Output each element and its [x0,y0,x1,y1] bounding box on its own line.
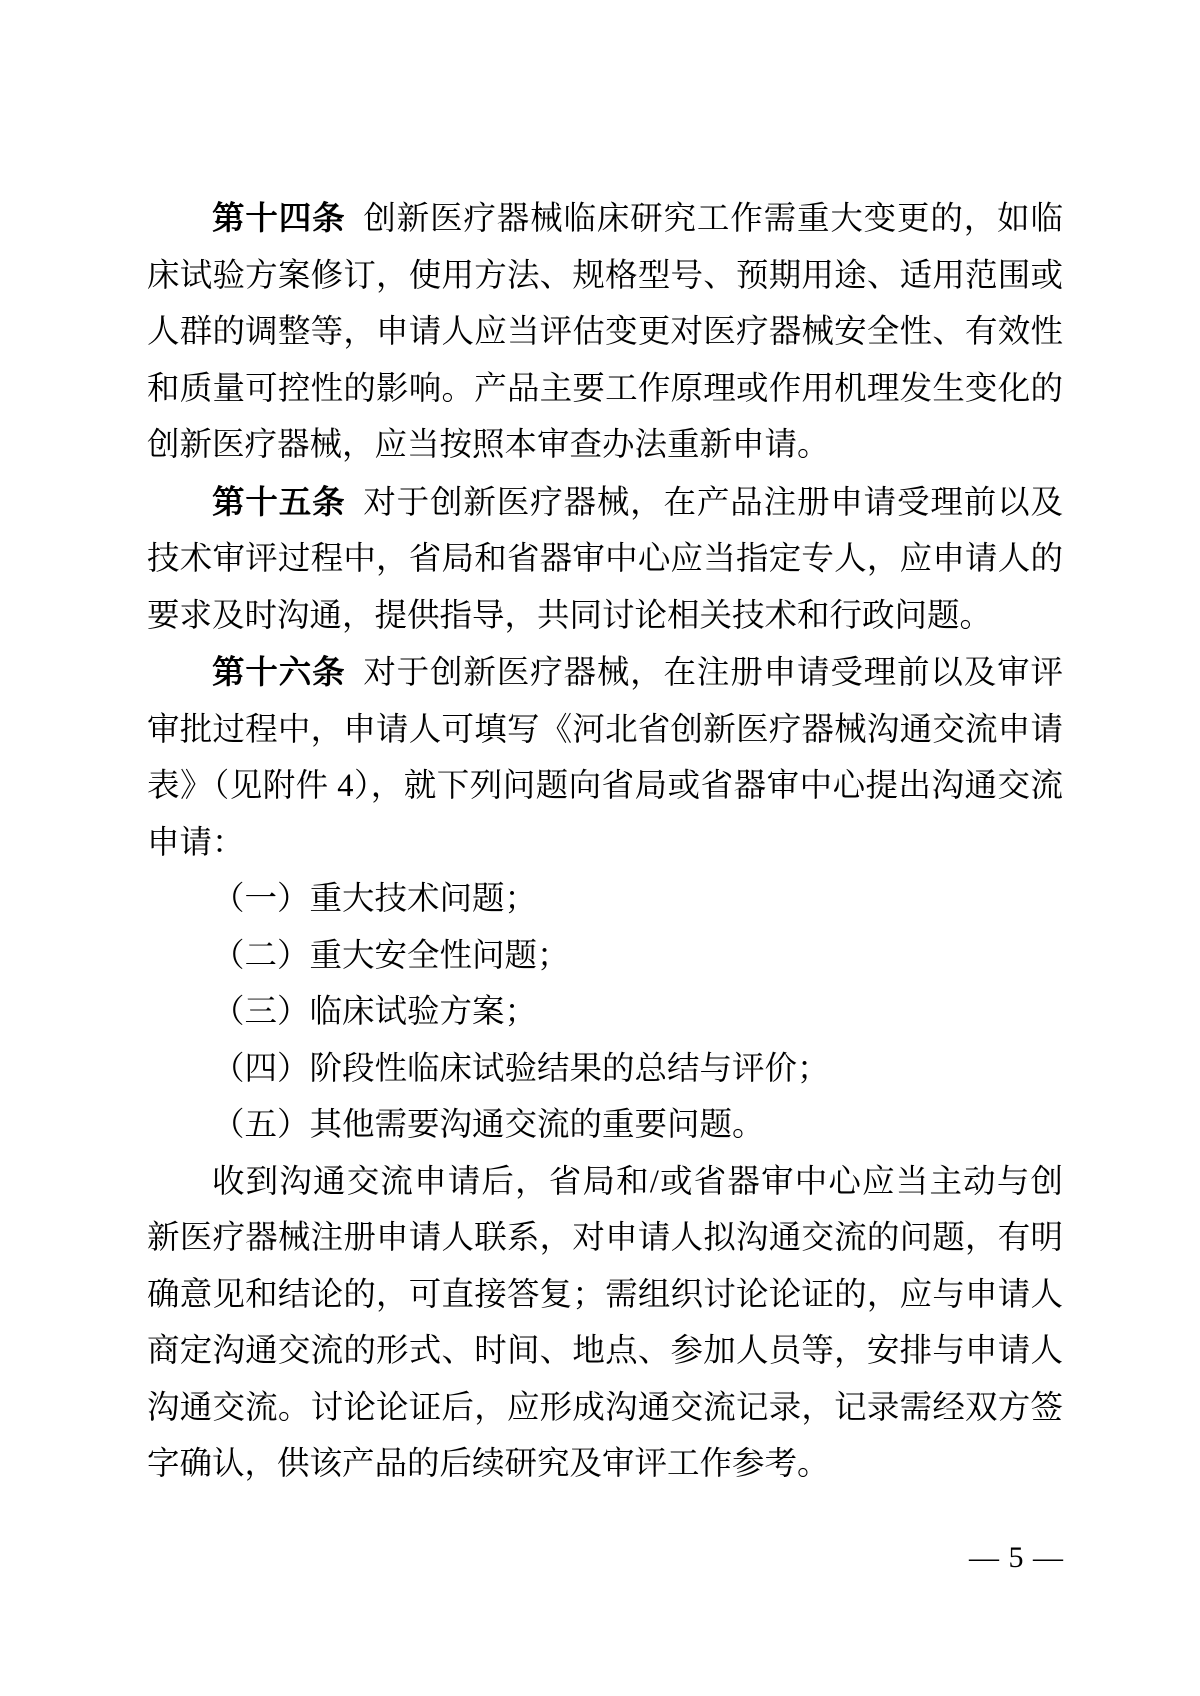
list-item-3-text: （三）临床试验方案； [212,994,538,1030]
list-item-3 [147,984,1063,1041]
article-16-number: 第十六条 [212,654,346,690]
list-item-5 [147,1097,1063,1154]
article-14-number: 第十四条 [212,200,346,236]
article-15-paragraph [147,474,1063,645]
list-item-1-text: （一）重大技术问题； [212,881,538,917]
list-item-1 [147,871,1063,928]
article-16-paragraph [147,644,1063,871]
list-item-4-text: （四）阶段性临床试验结果的总结与评价； [212,1050,830,1087]
list-item-4 [147,1041,1063,1098]
closing-paragraph-text: 收到沟通交流申请后，省局和/或省器审中心应当主动与创新医疗器械注册申请人联系，对申请人拟沟通交流的问题，有明确意见和结论的，可直接答复；需组织讨论论证的，应与申请人商定沟通交流的形式、时间、地点、参加人员等，安排与申请人沟通交流。讨论论证后，应形成沟通交流记录，记录需经双方签字确认，供该产品的后续研究及审评工作参考。 [147,1163,1063,1482]
page-number: — 5 — [969,1541,1064,1574]
list-item-5-text: （五）其他需要沟通交流的重要问题。 [212,1107,765,1143]
document-body [147,190,1063,1493]
list-item-2-text: （二）重大安全性问题； [212,937,570,974]
list-item-2 [147,928,1063,985]
article-15-text: 对于创新医疗器械，在产品注册申请受理前以及技术审评过程中，省局和省器审中心应当指定专人，应申请人的要求及时沟通，提供指导，共同讨论相关技术和行政问题。 [147,484,1063,634]
article-15-number: 第十五条 [212,483,346,520]
article-16-text: 对于创新医疗器械，在注册申请受理前以及审评审批过程中，申请人可填写《河北省创新医疗器械沟通交流申请表》（见附件 4），就下列问题向省局或省器审中心提出沟通交流申请： [147,655,1063,861]
article-14-paragraph [147,190,1063,474]
article-14-text: 创新医疗器械临床研究工作需重大变更的，如临床试验方案修订，使用方法、规格型号、预期用途、适用范围或人群的调整等，申请人应当评估变更对医疗器械安全性、有效性和质量可控性的影响。产品主要工作原理或作用机理发生变化的创新医疗器械，应当按照本审查办法重新申请。 [147,201,1063,463]
closing-paragraph [147,1154,1063,1493]
